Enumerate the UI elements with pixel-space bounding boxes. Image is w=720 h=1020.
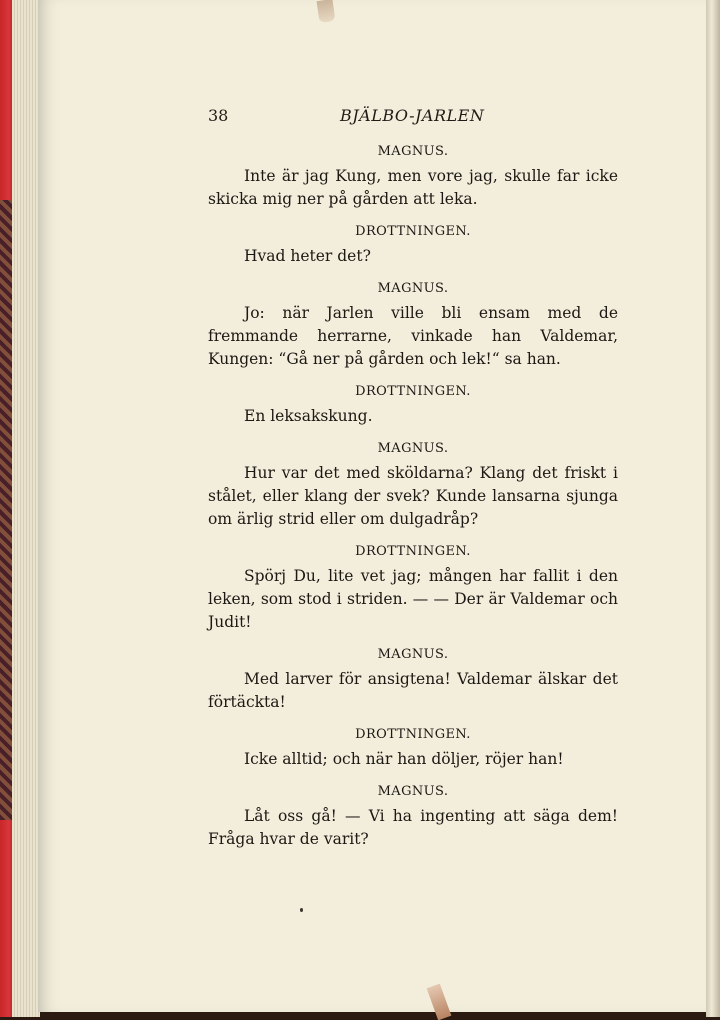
page-header [208, 106, 618, 128]
speaker-label: MAGNUS. [377, 784, 449, 799]
speaker-label: MAGNUS. [377, 144, 449, 159]
speaker-label: DROTTNINGEN. [355, 727, 471, 742]
speaker-label: DROTTNINGEN. [355, 224, 471, 239]
dialogue-text [208, 143, 618, 851]
bookmark-ribbon-top [317, 0, 336, 23]
speech-line: En leksakskung. [244, 407, 373, 425]
speech-line: Hvad heter det? [244, 247, 371, 265]
speaker-label: DROTTNINGEN. [355, 384, 471, 399]
ink-speck [300, 908, 303, 912]
speech-line: Icke alltid; och när han döljer, röjer han! [244, 750, 564, 768]
speech-line: Låt oss gå! — Vi ha ingenting att säga dem! Fråga hvar de varit? [208, 807, 618, 848]
speech-line: Med larver för ansigtena! Valdemar älskar det förtäckta! [208, 670, 618, 711]
page-edges [12, 0, 40, 1017]
page-number: 38 [208, 106, 229, 125]
speaker-label: MAGNUS. [377, 281, 449, 296]
book-cover-right [706, 0, 720, 1017]
running-title: BJÄLBO-JARLEN [340, 106, 485, 125]
speech-line: Inte är jag Kung, men vore jag, skulle far icke skicka mig ner på gården att leka. [208, 167, 618, 208]
speech-line: Spörj Du, lite vet jag; mången har fallit i den leken, som stod i striden. — — Der är Valdemar och Judit! [208, 567, 618, 631]
speech-line: Hur var det med sköldarna? Klang det friskt i stålet, eller klang der svek? Kunde lansarna sjunga om ärlig strid eller om dulgadråp? [208, 464, 618, 528]
speaker-label: DROTTNINGEN. [355, 544, 471, 559]
speaker-label: MAGNUS. [377, 647, 449, 662]
speaker-label: MAGNUS. [377, 441, 449, 456]
speech-line: Jo: när Jarlen ville bli ensam med de fremmande herrarne, vinkade han Valdemar, Kungen: “Gå ner på gården och lek!“ sa han. [208, 304, 618, 368]
